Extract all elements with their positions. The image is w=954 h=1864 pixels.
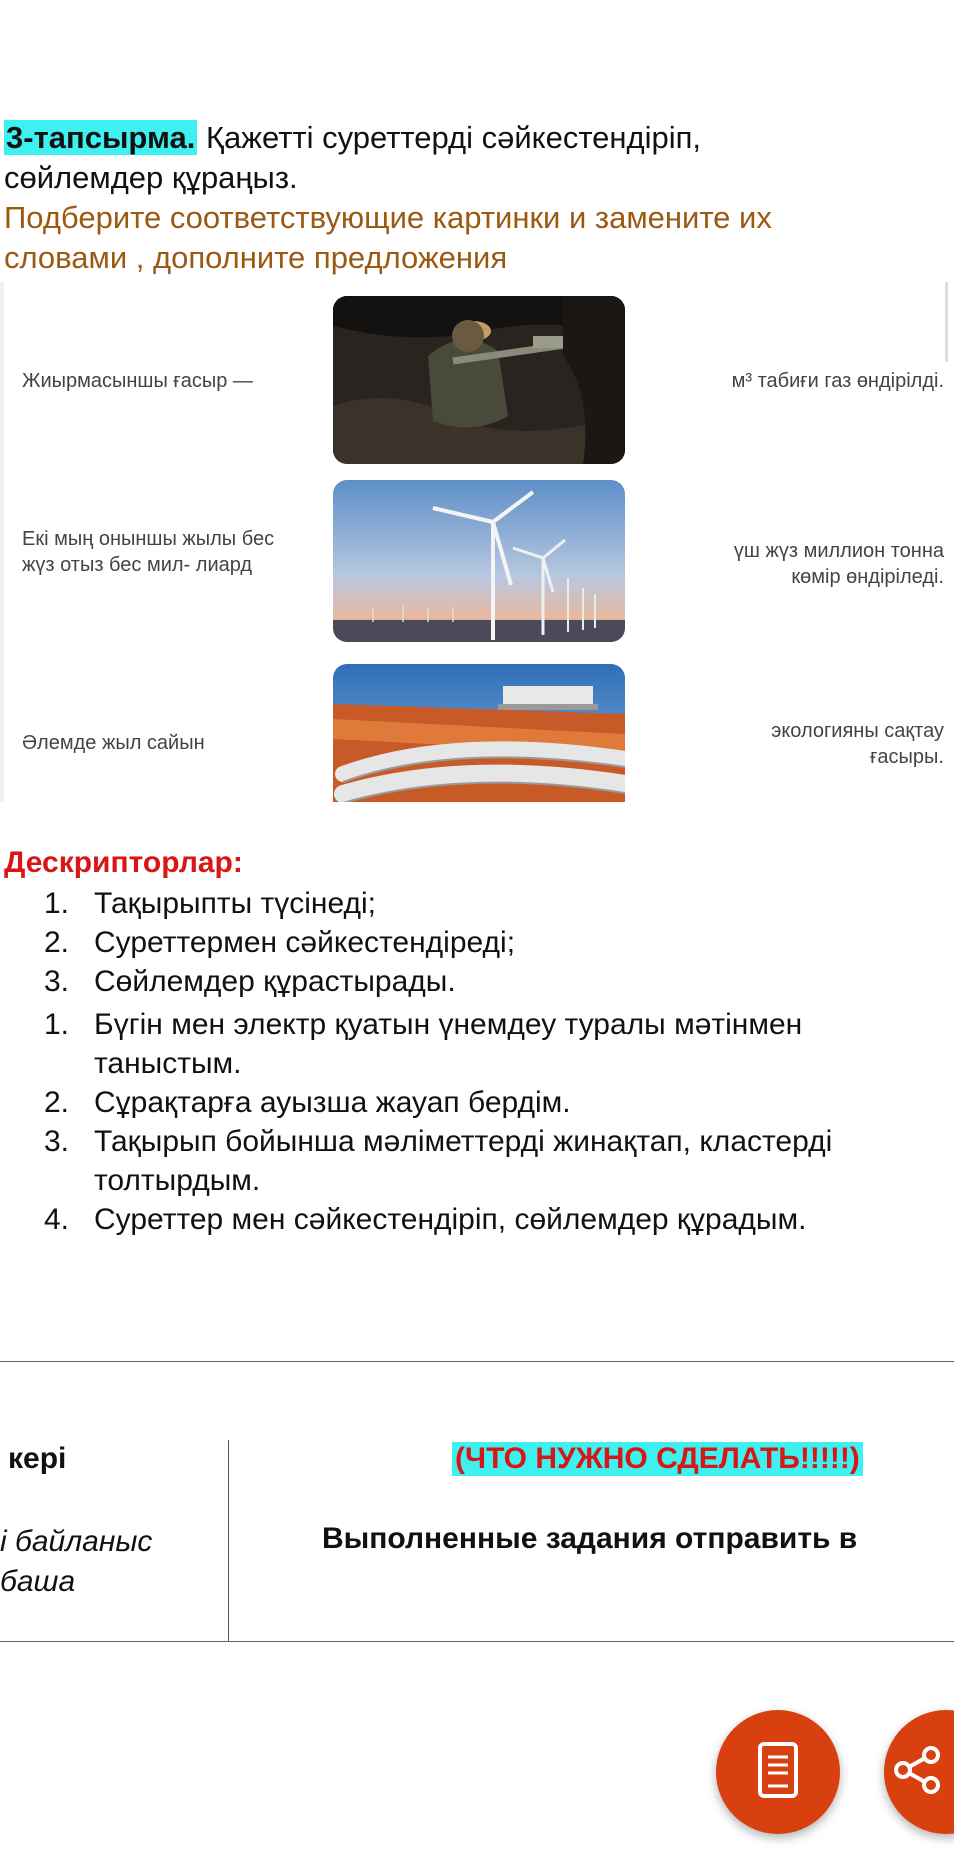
coal-miner-photo xyxy=(333,296,625,464)
table-column-divider xyxy=(228,1440,229,1641)
list-text: Бүгін мен электр қуатын үнемдеу туралы мәтінмен таныстым. xyxy=(94,1008,803,1080)
left-phrase-3: Әлемде жыл сайын xyxy=(22,732,205,754)
matching-exercise-image xyxy=(0,282,954,802)
image-edge xyxy=(945,282,948,362)
right-phrase-2: үш жүз миллион тонна көмір өндіріледі. xyxy=(733,540,944,588)
right-phrase-1: м³ табиғи газ өндірілді. xyxy=(731,370,944,392)
task-label: 3-тапсырма. xyxy=(6,120,196,155)
task-heading xyxy=(4,118,944,278)
descriptors-list xyxy=(44,884,944,1001)
task-russian-line-1: Подберите соответствующие картинки и замените их xyxy=(4,200,772,235)
task-russian-line-2: словами , дополните предложения xyxy=(4,240,508,275)
table-left-body: і байланыс баша xyxy=(0,1525,153,1598)
document-icon xyxy=(756,1741,800,1804)
list-item xyxy=(44,1122,944,1200)
share-icon xyxy=(891,1745,941,1800)
task-line-2: сөйлемдер құраңыз. xyxy=(4,160,298,195)
list-text: Сұрақтарға ауызша жауап бердім. xyxy=(94,1086,571,1119)
list-text: Суреттер мен сәйкестендіріп, сөйлемдер құрадым. xyxy=(94,1203,807,1236)
list-text: Тақырып бойынша мәліметтерді жинақтап, кластерді толтырдым. xyxy=(94,1125,833,1197)
list-number: 1. xyxy=(44,887,70,920)
list-item xyxy=(44,884,944,923)
document-button[interactable] xyxy=(716,1710,840,1834)
gas-pipeline-photo xyxy=(333,664,625,802)
left-phrase-2: Екі мың оныншы жылы бес жүз отыз бес мил- лиард xyxy=(22,528,275,576)
list-text: Тақырыпты түсінеді; xyxy=(94,887,376,920)
reflection-list xyxy=(44,1005,944,1239)
share-button[interactable] xyxy=(884,1710,954,1834)
list-item xyxy=(44,923,944,962)
list-text: Сөйлемдер құрастырады. xyxy=(94,965,456,998)
list-number: 3. xyxy=(44,1125,70,1158)
list-item xyxy=(44,1200,944,1239)
list-number: 3. xyxy=(44,965,70,998)
list-number: 4. xyxy=(44,1203,70,1236)
image-edge xyxy=(0,282,4,802)
right-phrase-3: экологияны сақтау ғасыры. xyxy=(771,720,944,768)
left-phrase-1: Жиырмасыншы ғасыр — xyxy=(22,370,253,392)
list-number: 2. xyxy=(44,1086,70,1119)
table-right-body: Выполненные задания отправить в xyxy=(322,1522,858,1555)
descriptors-title: Дескрипторлар: xyxy=(4,846,243,879)
table-left-header: кері xyxy=(8,1442,67,1475)
wind-turbines-photo xyxy=(333,480,625,642)
task-line-1 xyxy=(4,118,944,158)
list-number: 1. xyxy=(44,1008,70,1041)
table-right-header: (ЧТО НУЖНО СДЕЛАТЬ!!!!!) xyxy=(452,1442,863,1476)
table-bottom-border xyxy=(0,1641,954,1642)
list-item xyxy=(44,1083,944,1122)
task-kazakh-text: Қажетті суреттерді сәйкестендіріп, xyxy=(197,120,702,155)
list-item xyxy=(44,1005,944,1083)
list-number: 2. xyxy=(44,926,70,959)
list-item xyxy=(44,962,944,1001)
list-text: Суреттермен сәйкестендіреді; xyxy=(94,926,516,959)
table-top-border xyxy=(0,1361,954,1362)
